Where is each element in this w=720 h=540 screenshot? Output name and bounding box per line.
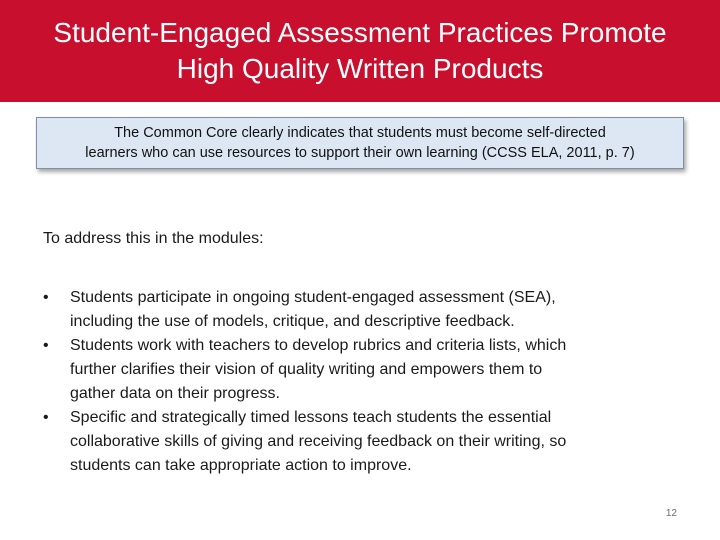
callout-line-1: The Common Core clearly indicates that students must become self-directed <box>114 125 606 141</box>
title-bar <box>0 0 720 102</box>
slide-title-line-1: Student-Engaged Assessment Practices Promote <box>53 17 667 48</box>
callout-line-2: learners who can use resources to support their own learning (CCSS ELA, 2011, p. 7) <box>85 145 635 161</box>
bullet-line: gather data on their progress. <box>70 385 280 402</box>
slide-title-line-2: High Quality Written Products <box>176 53 544 84</box>
bullet-line: students can take appropriate action to improve. <box>70 457 412 474</box>
common-core-callout <box>36 117 684 169</box>
bullet-line: collaborative skills of giving and receiving feedback on their writing, so <box>70 433 567 450</box>
bullet-item <box>43 334 683 406</box>
bullet-line: Students work with teachers to develop rubrics and criteria lists, which <box>70 337 567 354</box>
bullet-line: Specific and strategically timed lessons teach students the essential <box>70 409 552 426</box>
bullet-line: further clarifies their vision of quality writing and empowers them to <box>70 361 543 378</box>
page-number: 12 <box>665 508 677 519</box>
bullet-list <box>43 286 683 478</box>
bullet-line: Students participate in ongoing student-engaged assessment (SEA), <box>70 289 556 306</box>
bullet-item <box>43 406 683 478</box>
intro-text: To address this in the modules: <box>43 230 264 247</box>
bullet-icon: • <box>43 337 49 354</box>
bullet-line: including the use of models, critique, and descriptive feedback. <box>70 313 515 330</box>
bullet-icon: • <box>43 409 49 426</box>
bullet-icon: • <box>43 289 49 306</box>
bullet-item <box>43 286 683 334</box>
